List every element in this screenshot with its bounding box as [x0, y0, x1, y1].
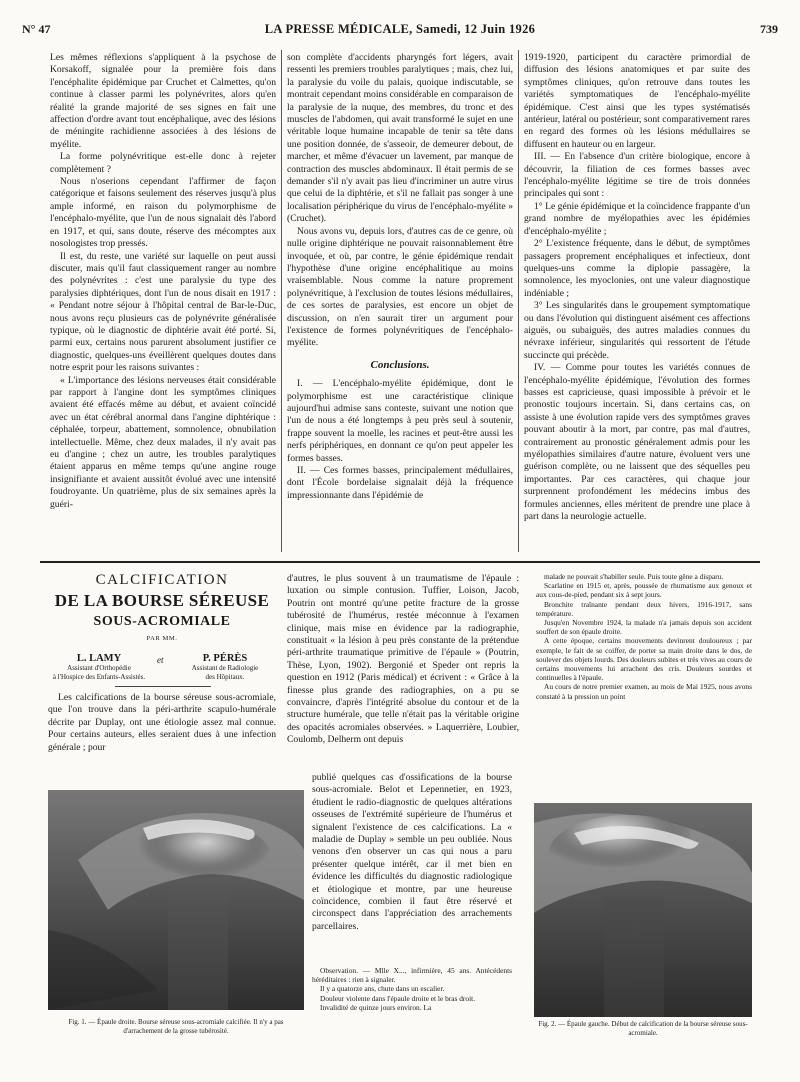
author-2-role: Assistant de Radiologie	[191, 664, 259, 672]
author-2	[170, 653, 280, 681]
paragraph: 3° Les singularités dans le groupement symptomatique ou dans l'évolution qui distinguent aisément ces affections aiguës, ou subaiguës, des autres maladies connues du névraxe inférieur, singularités qui ressortent de l'étude succincte qui précède.	[524, 300, 750, 361]
paragraph: II. — Ces formes basses, principalement médullaires, dont l'École bordelaise signalait déjà la fréquence impressionnante dans l'épidémie de	[287, 465, 513, 501]
paragraph: I. — L'encéphalo-myélite épidémique, dont le polymorphisme est une caractéristique clinique aujourd'hui admise sans conteste, suivant une notion que l'un de nous a été longtemps à peu près seul à soutenir, frappe souvent la moelle, les racines et peut-être aussi les nerfs périphériques, en donnant ce qu'on peut appeler les formes basses.	[287, 378, 513, 464]
paragraph: Il est, du reste, une variété sur laquelle on peut aussi discuter, mais qu'il faut classiquement ranger au nombre des polynévrites : c'est une paralysie du type des paralysies diphtériques, dont l'un de nous disait en 1917 : « Pendant notre séjour à l'hôpital central de Bar-le-Duc, nous avons reçu plusieurs cas de polynévrite généralisée typique, où le diagnostic de diphtérie avait été porté. Si, parmi eux, certains nous parurent absolument justifier ce diagnostic, quelques-uns éveillèrent quelques doutes dans notre esprit pour les raisons suivantes :	[50, 250, 276, 374]
observation-block	[312, 966, 512, 1012]
article-column-right	[536, 572, 752, 701]
paragraph: son complète d'accidents pharyngés fort légers, avait ressenti les premiers troubles paralytiques ; mais, chez lui, la paralysie du voile du palais, quoique indiscutable, se montrait cependant moins considérable en comparaison de la paralysie de la nuque, des membres, du tronc et des muscles de l'abdomen, qui avait transformé le sujet en une véritable loque humaine incapable de tenir sa tête dans une position donnée, de s'asseoir, de demeurer debout, de marcher, et même d'évacuer un lavement, par manque de contraction des muscles abdominaux. Il était permis de se demander s'il n'y avait pas lieu d'incriminer un autre virus que celui de la diphtérie, et s'il ne fallait pas songer à une localisation périphérique du virus de l'encéphalo-myélite » (Cruchet).	[287, 52, 513, 225]
xray-image	[534, 803, 752, 1017]
author-2-name: P. PÉRÈS	[202, 653, 248, 664]
paragraph: publié quelques cas d'ossifications de la bourse sous-acromiale. Belot et Lepennetier, en 1923, étudient le radio-diagnostic de quelques altérations osseuses de l'extrémité supérieure de l'humérus et signalent l'existence de ces calcifications. La « maladie de Duplay » semble un peu oubliée. Nous venons d'en observer un cas qui nous a paru présenter quelque intérêt, car il met bien en évidence les difficultés du diagnostic radiologique et étiologique et montre, par une heureuse coïncidence, combien il faut être réservé et circonspect dans l'appréciation des arrachements parcellaires.	[312, 772, 512, 932]
paragraph: 1919-1920, participent du caractère primordial de diffusion des lésions anatomiques et par suite des symptômes cliniques, qu'on retrouve dans toutes les variétés symptomatiques de l'encéphalo-myélite épidémique. C'est ainsi que les types systématisés antérieur, latéral ou postérieur, sont comparativement rares en regard des formes où les lésions médullaires se diffusent en hauteur ou en largeur.	[524, 52, 750, 150]
figure-2-xray	[534, 803, 752, 1017]
paragraph: Nous n'oserions cependant l'affirmer de façon catégorique et faisons seulement des réserves jusqu'à plus ample informé, en raison du polymorphisme de l'encéphalo-myélite, que l'un de nous signalait dès l'abord en 1917, et qui, sans doute, réserve des mécomptes aux nosologistes trop pressés.	[50, 176, 276, 250]
paragraph: « L'importance des lésions nerveuses était considérable par rapport à l'angine dont les symptômes cliniques avaient été effacés même au début, et avaient coïncidé avec un état cérébral anormal dans l'angine diphtérique : céphalée, torpeur, abattement, somnolence, obnubilation intellectuelle. Même, chez deux malades, il n'y avait pas eu d'angine ; chez un autre, les troubles paralytiques étaient apparus en même temps qu'une angine rouge insignifiante et avaient aussitôt évolué avec une intensité foudroyante. Un quatrième, plus de six semaines après la guéri-	[50, 374, 276, 510]
author-2-role-2: des Hôpitaux.	[205, 672, 245, 681]
section-divider	[40, 561, 760, 563]
paragraph: IV. — Comme pour toutes les variétés connues de l'encéphalo-myélite épidémique, l'évolution des formes basses est capricieuse, quasi impossible à prévoir et le pronostic toujours incertain. Si, dans certains cas, on assiste à une évolution rapide vers des symptômes graves pouvant aboutir à la mort, par contre, pas mal d'autres, contrairement au pronostic généralement admis pour les myélopathies similaires d'autre nature, évoluent vers une guérison complète, ou ne laissent que des séquelles peu importantes. Par ces caractères, qui chaque jour surprennent profondément les médecins imbus des formules anciennes, elles méritent de prendre une place à part dans la neurologie actuelle.	[524, 362, 750, 523]
paragraph: A cette époque, certains mouvements devinrent douloureux ; par exemple, le fait de se coiffer, de porter sa main droite dans le dos, de soulever des objets lourds. Des douleurs subites et très vives au cours de certains mouvements lui arrachent des cris. Douleurs sourdes et continuelles à l'épaule.	[536, 636, 752, 683]
observation-body: Observation. — Mlle X..., infirmière, 45 ans. Antécédents héréditaires : rien à signaler.	[312, 966, 512, 985]
paragraph: Nous avons vu, depuis lors, d'autres cas de ce genre, où nulle origine diphtérique ne pouvait raisonnablement être invoquée, et où, par contre, le génie épidémique rendait l'hypothèse d'une origine encéphalitique au moins vraisemblable. Nous comme la nature proprement polynévritique, à l'exclusion de toutes lésions médullaires, de ces sortes de paralysies, est encore un objet de discussion, on n'en saurait tirer un argument pour l'existence de formes polynévritiques de l'encéphalo-myélite.	[287, 225, 513, 349]
column-rule	[281, 50, 282, 552]
paragraph: La forme polynévritique est-elle donc à rejeter complètement ?	[50, 151, 276, 175]
author-1-role: Assistant d'Orthopédie	[67, 664, 131, 672]
article-title-line-1: CALCIFICATION	[95, 572, 229, 588]
paragraph: Les mêmes réflexions s'appliquent à la psychose de Korsakoff, signalée pour la première fois dans l'encéphalite épidémique par Cruchet et Calmettes, qu'on continue à classer parmi les polynévrites, alors qu'en réalité la grande majorité de ses signes en fait une affection d'ordre avant tout encéphalique, avec des lésions de méningite rachidienne associées à des lésions de myélite.	[50, 52, 276, 150]
paragraph: d'autres, le plus souvent à un traumatisme de l'épaule : luxation ou simple contusion. Tuffier, Loison, Jacob, Poutrin ont montré qu'une petite fracture de la grosse tubérosité de l'humérus, restée méconnue à l'examen clinique, mais mise en évidence par la radiographie, constituait « la lésion à peu près constante de la prétendue péri-arthrite traumatique primitive de l'épaule » (Poutrin, Thèse, Lyon, 1902). Bergonié et Speder ont repris la question en 1912 (Paris médical) et écrivent : « Grâce à la finesse plus grande des radiographies, on a pu se convaincre, d'après l'intégrité absolue du contour et de la structure humérale, que telle n'était pas la véritable origine des opacités acromiales observées. » Laquerrière, Loubier, Coulomb, Delherm ont depuis	[287, 573, 519, 746]
author-1-name: L. LAMY	[76, 653, 122, 664]
observation-text: Invalidité de quinze jours environ. La	[320, 1002, 432, 1012]
paragraph: malade ne pouvait s'habiller seule. Puis toute gêne a disparu.	[544, 572, 724, 581]
paragraph: Scarlatine en 1915 et, après, poussée de rhumatisme aux genoux et aux cous-de-pied, pendant six à sept jours.	[536, 581, 752, 600]
column-rule	[518, 50, 519, 552]
article-column-middle	[287, 573, 519, 747]
article-title-line-2: DE LA BOURSE SÉREUSE	[54, 591, 270, 610]
author-1-role-2: à l'Hospice des Enfants-Assistés.	[52, 672, 146, 681]
issue-number: N° 47	[22, 22, 51, 36]
author-1	[42, 653, 156, 681]
author-conjunction: et	[157, 655, 164, 665]
title-underline	[115, 686, 211, 687]
article-column-middle-narrow	[312, 772, 512, 933]
paragraph: Les calcifications de la bourse séreuse sous-acromiale, que l'on trouve dans la péri-arthrite scapulo-humérale décrite par Duplay, ont une étiologie assez mal connue. Pour certains auteurs, elles seraient dues à une infection générale ; pour	[48, 692, 276, 753]
observation-text: Douleur violente dans l'épaule droite et le bras droit.	[320, 993, 476, 1003]
paragraph: III. — En l'absence d'un critère biologique, encore à découvrir, la filiation de ces formes basses avec l'encéphalo-myélite légitime se tire de trois données principales qui sont :	[524, 151, 750, 200]
paragraph: Au cours de notre premier examen, au mois de Mai 1925, nous avons constaté à la pression un point	[536, 682, 752, 701]
xray-image	[48, 790, 304, 1010]
byline-par: PAR MM.	[146, 635, 178, 642]
top-column-2	[287, 52, 513, 502]
paragraph: 1° Le génie épidémique et la coïncidence frappante d'un grand nombre de myélopathies avec les épidémies d'encéphalo-myélite ;	[524, 200, 750, 237]
figure-2-caption: Fig. 2. — Épaule gauche. Début de calcification de la bourse séreuse sous-acromiale.	[538, 1020, 748, 1037]
conclusions-heading: Conclusions.	[370, 358, 430, 371]
paragraph: 2° L'existence fréquente, dans le début, de symptômes passagers proprement encéphaliques et infectieux, dont quelques-uns comme la diplopie passagère, la somnolence, les myoclonies, ont une valeur diagnostique indéniable ;	[524, 238, 750, 299]
journal-title: LA PRESSE MÉDICALE, Samedi, 12 Juin 1926	[264, 22, 536, 36]
observation-text: Il y a quatorze ans, chute dans un escalier.	[320, 984, 445, 994]
observation-text	[312, 966, 512, 984]
paragraph: Jusqu'en Novembre 1924, la malade n'a jamais depuis son accident souffert de son épaule droite.	[536, 618, 752, 637]
article-title-block	[48, 571, 276, 642]
paragraph: Bronchite traînante pendant deux hivers, 1916-1917, sans température.	[536, 599, 752, 618]
figure-1-xray	[48, 790, 304, 1010]
top-column-1	[50, 52, 276, 511]
figure-1-caption: Fig. 1. — Épaule droite. Bourse séreuse sous-acromiale calcifiée. Il n'y a pas d'arrachement de la grosse tubérosité.	[68, 1018, 284, 1035]
page-header	[0, 0, 800, 40]
page-number: 739	[760, 22, 778, 36]
article-title-line-3: SOUS-ACROMIALE	[93, 614, 231, 629]
article-intro	[48, 692, 276, 754]
top-column-3	[524, 52, 750, 523]
